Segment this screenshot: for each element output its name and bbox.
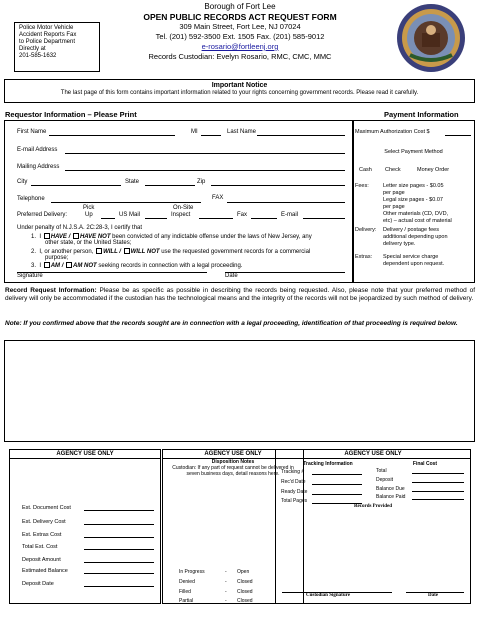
fax-label: FAX: [212, 195, 224, 201]
fax-notice-box: [14, 22, 100, 72]
delivery-option-pickup[interactable]: Up: [85, 212, 93, 218]
status-right: Open: [237, 569, 250, 575]
status-left: In Progress: [179, 569, 205, 575]
extras-list: Special service charge dependent upon request.: [383, 254, 445, 267]
city-input[interactable]: [31, 177, 121, 186]
onsite-label: On-Site: [173, 205, 194, 211]
max-cost-input[interactable]: [445, 127, 471, 136]
tracking-label: Total Pages: [281, 498, 308, 504]
records-provided-label: Records Provided: [353, 504, 393, 509]
status-right: Closed: [237, 589, 253, 595]
tracking-label: Rec'd Date: [281, 479, 306, 485]
cost-row-label: Estimated Balance: [22, 568, 68, 574]
form-header: [100, 2, 380, 62]
custodian-signature-label: Custodian Signature: [306, 593, 350, 598]
fees-label: Fees:: [355, 183, 369, 189]
records-request-textarea[interactable]: [4, 340, 475, 442]
certify-item-1-cont: other state, or the United States;: [45, 240, 132, 246]
cost-row-label: Total Est. Cost: [22, 544, 58, 550]
final-cost-label: Balance Paid: [376, 494, 406, 500]
first-name-input[interactable]: [49, 127, 175, 136]
last-name-label: Last Name: [227, 129, 257, 135]
notice-line: to Police Department: [19, 39, 76, 45]
tracking-label: Tracking #: [281, 469, 305, 475]
preferred-delivery-label: Preferred Delivery:: [17, 212, 68, 218]
select-payment-label: Select Payment Method: [384, 149, 443, 155]
signature-label: Signature: [17, 273, 43, 279]
agency-header: AGENCY USE ONLY: [163, 450, 303, 459]
have-checkbox[interactable]: [44, 233, 50, 239]
delivery-option-email[interactable]: E-mail: [281, 212, 299, 218]
email-link[interactable]: e-rosario@fortleenj.org: [201, 42, 279, 51]
requestor-heading: Requestor Information – Please Print: [5, 110, 137, 119]
disposition-title: Disposition Notes: [211, 459, 255, 465]
status-dash: -: [225, 579, 227, 585]
will-not-checkbox[interactable]: [124, 248, 130, 254]
delivery-option-inspect[interactable]: Inspect: [171, 212, 191, 218]
delivery-option-fax[interactable]: Fax: [237, 212, 248, 218]
delivery-fee-label: Delivery:: [355, 227, 377, 233]
tracking-label: Ready Date: [281, 489, 308, 495]
status-left: Denied: [179, 579, 195, 585]
status-right: Closed: [237, 579, 253, 585]
payment-heading: Payment Information: [384, 110, 459, 119]
agency-header: AGENCY USE ONLY: [10, 450, 160, 459]
pick-label: Pick: [83, 205, 95, 211]
custodian-date-label: Date: [428, 593, 438, 598]
max-cost-label: Maximum Authorization Cost $: [355, 129, 430, 135]
status-left: Partial: [179, 598, 194, 604]
notice-line: 201-585-1632: [19, 53, 57, 59]
telephone-input[interactable]: [51, 194, 201, 203]
status-left: Filled: [179, 589, 191, 595]
borough-name: Borough of Fort Lee: [204, 2, 276, 11]
final-cost-title: Final Cost: [412, 461, 438, 467]
status-dash: -: [225, 589, 227, 595]
certify-item-3: 3. I AM / AM NOT seeking records in connection with a legal proceeding.: [31, 263, 243, 269]
agency-col-tracking: [275, 449, 471, 604]
disposition-text: Custodian: If any part of request cannot be delivered in seven business days, detail reasons here.: [172, 465, 294, 477]
state-label: State: [125, 179, 140, 185]
email-label: E-mail Address: [17, 147, 58, 153]
payment-check[interactable]: Check: [385, 167, 401, 173]
cost-row-label: Est. Delivery Cost: [22, 519, 66, 525]
zip-label: Zip: [197, 179, 206, 185]
records-provided-input[interactable]: [280, 512, 466, 590]
important-notice: [4, 79, 475, 103]
notice-line: Police Motor Vehicle: [19, 25, 74, 31]
last-name-input[interactable]: [257, 127, 345, 136]
date-field[interactable]: [225, 264, 345, 273]
cost-row-label: Est. Document Cost: [22, 505, 71, 511]
address: 309 Main Street, Fort Lee, NJ 07024: [179, 22, 301, 31]
have-not-checkbox[interactable]: [73, 233, 79, 239]
status-dash: -: [225, 569, 227, 575]
certify-text: Under penalty of N.J.S.A. 2C:28-3, I certify that: [17, 225, 143, 231]
borough-seal: [396, 3, 466, 73]
fax-input[interactable]: [227, 194, 345, 203]
payment-money-order[interactable]: Money Order: [417, 167, 450, 173]
final-cost-label: Balance Due: [376, 486, 405, 492]
final-cost-label: Deposit: [376, 477, 393, 483]
cost-row-label: Est. Extras Cost: [22, 532, 62, 538]
will-checkbox[interactable]: [96, 248, 102, 254]
certify-item-2-cont: purpose;: [45, 255, 69, 261]
city-label: City: [17, 179, 28, 185]
fees-list: Letter size pages - $0.05 per page Legal size pages - $0.07 per page Other materials (CD, DVD, etc) – actual cost of material: [383, 183, 452, 224]
payment-section: [352, 120, 475, 283]
notice-line: Directly at: [19, 46, 46, 52]
certify-item-2: 2. I, or another person, WILL / WILL NOT use the requested government records for a commercial: [31, 249, 311, 255]
phone: Tel. (201) 592-3500 Ext. 1505 Fax. (201) 585-9012: [155, 32, 325, 41]
status-right: Closed: [237, 598, 253, 604]
final-cost-label: Total: [376, 468, 387, 474]
custodian: Records Custodian: Evelyn Rosario, RMC, CMC, MMC: [148, 52, 332, 61]
tracking-title: Tracking Information: [303, 461, 353, 467]
important-text: The last page of this form contains important information related to your rights concerning government records. Please read it carefully.: [60, 90, 419, 96]
delivery-fee-list: Delivery / postage fees additional depending upon delivery type.: [383, 227, 448, 247]
record-request-info: Record Request Information: Please be as specific as possible in describing the records being requested. Also, please note that your preferred method of delivery will only be accommodated if the custodian has the technological means and the integrity of the records will not be jeopardized by such method of delivery.: [5, 287, 476, 302]
telephone-label: Telephone: [17, 196, 45, 202]
agency-header: AGENCY USE ONLY: [276, 450, 470, 459]
first-name-label: First Name: [17, 129, 47, 135]
state-input[interactable]: [145, 177, 195, 186]
certify-item-1: 1. I HAVE / HAVE NOT been convicted of any indictable offense under the laws of New Jersey, any: [31, 234, 312, 240]
signature-field[interactable]: [17, 264, 207, 273]
form-title: OPEN PUBLIC RECORDS ACT REQUEST FORM: [143, 12, 337, 22]
payment-cash[interactable]: Cash: [359, 167, 372, 173]
cost-row-label: Deposit Date: [22, 581, 54, 587]
cost-row-label: Deposit Amount: [22, 557, 61, 563]
agency-col-costs: [9, 449, 161, 604]
extras-label: Extras:: [355, 254, 373, 260]
email-input[interactable]: [65, 145, 345, 154]
status-dash: -: [225, 598, 227, 604]
notice-line: Accident Reports Fax: [19, 32, 77, 38]
date-label: Date: [225, 273, 238, 279]
mailing-label: Mailing Address: [17, 164, 60, 170]
mailing-input[interactable]: [65, 162, 345, 171]
delivery-option-usmail[interactable]: US Mail: [119, 212, 141, 218]
important-heading: Important Notice: [211, 82, 268, 89]
legal-proceeding-note: Note: If you confirmed above that the records sought are in connection with a legal proceeding, identification of that proceeding is required below.: [5, 320, 458, 327]
zip-input[interactable]: [211, 177, 345, 186]
requestor-section: [4, 120, 354, 283]
mi-label: MI: [191, 129, 198, 135]
